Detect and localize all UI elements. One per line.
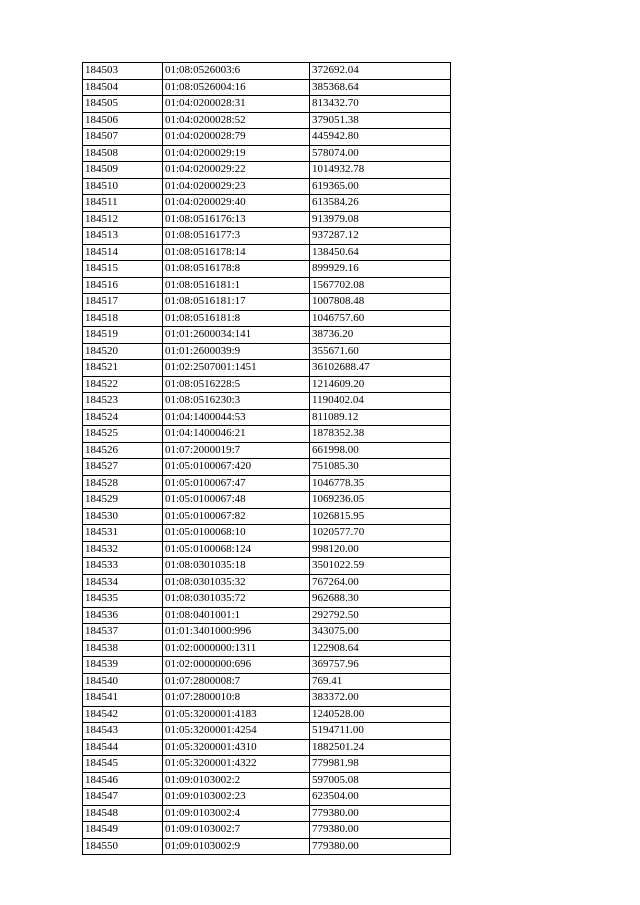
row-id-cell: 184509 — [83, 162, 163, 179]
cadastral-number-cell: 01:04:0200029:19 — [163, 145, 310, 162]
table-row — [83, 508, 451, 525]
table-row — [83, 822, 451, 839]
row-id-cell: 184530 — [83, 508, 163, 525]
table-row — [83, 706, 451, 723]
table-row — [83, 360, 451, 377]
cadastral-number-cell: 01:09:0103002:9 — [163, 838, 310, 855]
value-cell: 811089.12 — [310, 409, 451, 426]
value-cell: 769.41 — [310, 673, 451, 690]
value-cell: 623504.00 — [310, 789, 451, 806]
cadastral-number-cell: 01:08:0516178:14 — [163, 244, 310, 261]
row-id-cell: 184517 — [83, 294, 163, 311]
row-id-cell: 184528 — [83, 475, 163, 492]
value-cell: 5194711.00 — [310, 723, 451, 740]
value-cell: 383372.00 — [310, 690, 451, 707]
table-row — [83, 640, 451, 657]
value-cell: 369757.96 — [310, 657, 451, 674]
value-cell: 1882501.24 — [310, 739, 451, 756]
table-row — [83, 607, 451, 624]
table-row — [83, 657, 451, 674]
row-id-cell: 184545 — [83, 756, 163, 773]
row-id-cell: 184536 — [83, 607, 163, 624]
cadastral-number-cell: 01:05:0100067:82 — [163, 508, 310, 525]
cadastral-number-cell: 01:05:3200001:4254 — [163, 723, 310, 740]
row-id-cell: 184508 — [83, 145, 163, 162]
table-row — [83, 591, 451, 608]
cadastral-number-cell: 01:08:0301035:72 — [163, 591, 310, 608]
row-id-cell: 184524 — [83, 409, 163, 426]
value-cell: 372692.04 — [310, 63, 451, 80]
row-id-cell: 184533 — [83, 558, 163, 575]
value-cell: 1007808.48 — [310, 294, 451, 311]
row-id-cell: 184504 — [83, 79, 163, 96]
row-id-cell: 184512 — [83, 211, 163, 228]
table-row — [83, 739, 451, 756]
cadastral-number-cell: 01:08:0401001:1 — [163, 607, 310, 624]
row-id-cell: 184542 — [83, 706, 163, 723]
data-table — [82, 62, 451, 855]
cadastral-number-cell: 01:04:0200028:31 — [163, 96, 310, 113]
table-row — [83, 690, 451, 707]
table-row — [83, 261, 451, 278]
table-row — [83, 376, 451, 393]
table-row — [83, 195, 451, 212]
row-id-cell: 184550 — [83, 838, 163, 855]
cadastral-number-cell: 01:04:0200028:52 — [163, 112, 310, 129]
row-id-cell: 184535 — [83, 591, 163, 608]
value-cell: 36102688.47 — [310, 360, 451, 377]
row-id-cell: 184539 — [83, 657, 163, 674]
value-cell: 779380.00 — [310, 822, 451, 839]
row-id-cell: 184516 — [83, 277, 163, 294]
value-cell: 445942.80 — [310, 129, 451, 146]
value-cell: 1014932.78 — [310, 162, 451, 179]
cadastral-number-cell: 01:09:0103002:4 — [163, 805, 310, 822]
table-row — [83, 492, 451, 509]
cadastral-number-cell: 01:04:0200029:40 — [163, 195, 310, 212]
value-cell: 1046757.60 — [310, 310, 451, 327]
table-row — [83, 96, 451, 113]
table-row — [83, 525, 451, 542]
cadastral-number-cell: 01:05:0100067:47 — [163, 475, 310, 492]
table-row — [83, 442, 451, 459]
value-cell: 937287.12 — [310, 228, 451, 245]
row-id-cell: 184514 — [83, 244, 163, 261]
table-row — [83, 409, 451, 426]
table-row — [83, 129, 451, 146]
cadastral-number-cell: 01:08:0516181:17 — [163, 294, 310, 311]
row-id-cell: 184548 — [83, 805, 163, 822]
value-cell: 767264.00 — [310, 574, 451, 591]
cadastral-number-cell: 01:08:0526003:6 — [163, 63, 310, 80]
value-cell: 779380.00 — [310, 805, 451, 822]
value-cell: 1214609.20 — [310, 376, 451, 393]
table-row — [83, 294, 451, 311]
table-row — [83, 327, 451, 344]
cadastral-number-cell: 01:04:0200028:79 — [163, 129, 310, 146]
row-id-cell: 184505 — [83, 96, 163, 113]
value-cell: 751085.30 — [310, 459, 451, 476]
cadastral-number-cell: 01:08:0516177:3 — [163, 228, 310, 245]
row-id-cell: 184540 — [83, 673, 163, 690]
value-cell: 1240528.00 — [310, 706, 451, 723]
cadastral-number-cell: 01:04:0200029:23 — [163, 178, 310, 195]
table-row — [83, 162, 451, 179]
table-row — [83, 459, 451, 476]
value-cell: 661998.00 — [310, 442, 451, 459]
value-cell: 779380.00 — [310, 838, 451, 855]
table-row — [83, 838, 451, 855]
cadastral-number-cell: 01:01:2600034:141 — [163, 327, 310, 344]
cadastral-number-cell: 01:05:3200001:4322 — [163, 756, 310, 773]
row-id-cell: 184519 — [83, 327, 163, 344]
table-row — [83, 426, 451, 443]
table-row — [83, 805, 451, 822]
value-cell: 138450.64 — [310, 244, 451, 261]
row-id-cell: 184506 — [83, 112, 163, 129]
table-row — [83, 145, 451, 162]
cadastral-number-cell: 01:05:0100067:48 — [163, 492, 310, 509]
cadastral-number-cell: 01:08:0516181:1 — [163, 277, 310, 294]
row-id-cell: 184537 — [83, 624, 163, 641]
table-row — [83, 112, 451, 129]
value-cell: 578074.00 — [310, 145, 451, 162]
cadastral-number-cell: 01:08:0516228:5 — [163, 376, 310, 393]
value-cell: 343075.00 — [310, 624, 451, 641]
table-row — [83, 343, 451, 360]
value-cell: 913979.08 — [310, 211, 451, 228]
table-row — [83, 228, 451, 245]
cadastral-number-cell: 01:09:0103002:2 — [163, 772, 310, 789]
table-row — [83, 393, 451, 410]
row-id-cell: 184520 — [83, 343, 163, 360]
row-id-cell: 184526 — [83, 442, 163, 459]
row-id-cell: 184547 — [83, 789, 163, 806]
value-cell: 1026815.95 — [310, 508, 451, 525]
value-cell: 3501022.59 — [310, 558, 451, 575]
value-cell: 899929.16 — [310, 261, 451, 278]
value-cell: 292792.50 — [310, 607, 451, 624]
value-cell: 355671.60 — [310, 343, 451, 360]
value-cell: 38736.20 — [310, 327, 451, 344]
cadastral-number-cell: 01:01:3401000:996 — [163, 624, 310, 641]
value-cell: 1069236.05 — [310, 492, 451, 509]
value-cell: 1878352.38 — [310, 426, 451, 443]
cadastral-number-cell: 01:04:1400046:21 — [163, 426, 310, 443]
cadastral-number-cell: 01:05:3200001:4183 — [163, 706, 310, 723]
row-id-cell: 184510 — [83, 178, 163, 195]
value-cell: 597005.08 — [310, 772, 451, 789]
row-id-cell: 184503 — [83, 63, 163, 80]
row-id-cell: 184532 — [83, 541, 163, 558]
table-row — [83, 541, 451, 558]
cadastral-number-cell: 01:02:0000000:696 — [163, 657, 310, 674]
cadastral-number-cell: 01:09:0103002:7 — [163, 822, 310, 839]
cadastral-number-cell: 01:05:3200001:4310 — [163, 739, 310, 756]
cadastral-number-cell: 01:08:0301035:18 — [163, 558, 310, 575]
cadastral-number-cell: 01:07:2800010:8 — [163, 690, 310, 707]
value-cell: 962688.30 — [310, 591, 451, 608]
row-id-cell: 184525 — [83, 426, 163, 443]
value-cell: 385368.64 — [310, 79, 451, 96]
cadastral-number-cell: 01:08:0516181:8 — [163, 310, 310, 327]
row-id-cell: 184527 — [83, 459, 163, 476]
value-cell: 379051.38 — [310, 112, 451, 129]
row-id-cell: 184507 — [83, 129, 163, 146]
table-row — [83, 756, 451, 773]
table-row — [83, 558, 451, 575]
row-id-cell: 184541 — [83, 690, 163, 707]
table-row — [83, 789, 451, 806]
cadastral-number-cell: 01:08:0526004:16 — [163, 79, 310, 96]
row-id-cell: 184523 — [83, 393, 163, 410]
value-cell: 1020577.70 — [310, 525, 451, 542]
row-id-cell: 184538 — [83, 640, 163, 657]
value-cell: 1567702.08 — [310, 277, 451, 294]
table-row — [83, 63, 451, 80]
table-row — [83, 244, 451, 261]
row-id-cell: 184534 — [83, 574, 163, 591]
row-id-cell: 184544 — [83, 739, 163, 756]
cadastral-number-cell: 01:05:0100068:124 — [163, 541, 310, 558]
cadastral-number-cell: 01:08:0301035:32 — [163, 574, 310, 591]
value-cell: 1046778.35 — [310, 475, 451, 492]
row-id-cell: 184518 — [83, 310, 163, 327]
cadastral-number-cell: 01:04:1400044:53 — [163, 409, 310, 426]
cadastral-number-cell: 01:04:0200029:22 — [163, 162, 310, 179]
row-id-cell: 184546 — [83, 772, 163, 789]
value-cell: 813432.70 — [310, 96, 451, 113]
cadastral-number-cell: 01:08:0516176:13 — [163, 211, 310, 228]
table-row — [83, 574, 451, 591]
cadastral-number-cell: 01:02:2507001:1451 — [163, 360, 310, 377]
cadastral-number-cell: 01:09:0103002:23 — [163, 789, 310, 806]
value-cell: 1190402.04 — [310, 393, 451, 410]
cadastral-number-cell: 01:05:0100068:10 — [163, 525, 310, 542]
table-row — [83, 310, 451, 327]
value-cell: 122908.64 — [310, 640, 451, 657]
cadastral-number-cell: 01:05:0100067:420 — [163, 459, 310, 476]
table-row — [83, 277, 451, 294]
cadastral-number-cell: 01:07:2800008:7 — [163, 673, 310, 690]
cadastral-number-cell: 01:01:2600039:9 — [163, 343, 310, 360]
row-id-cell: 184522 — [83, 376, 163, 393]
table-row — [83, 211, 451, 228]
row-id-cell: 184543 — [83, 723, 163, 740]
table-row — [83, 723, 451, 740]
value-cell: 619365.00 — [310, 178, 451, 195]
value-cell: 998120.00 — [310, 541, 451, 558]
table-row — [83, 475, 451, 492]
table-row — [83, 624, 451, 641]
table-row — [83, 772, 451, 789]
row-id-cell: 184513 — [83, 228, 163, 245]
table-body — [83, 63, 451, 855]
row-id-cell: 184515 — [83, 261, 163, 278]
row-id-cell: 184549 — [83, 822, 163, 839]
value-cell: 779981.98 — [310, 756, 451, 773]
cadastral-number-cell: 01:02:0000000:1311 — [163, 640, 310, 657]
table-row — [83, 178, 451, 195]
table-row — [83, 79, 451, 96]
row-id-cell: 184529 — [83, 492, 163, 509]
row-id-cell: 184511 — [83, 195, 163, 212]
table-row — [83, 673, 451, 690]
row-id-cell: 184521 — [83, 360, 163, 377]
value-cell: 613584.26 — [310, 195, 451, 212]
cadastral-number-cell: 01:07:2000019:7 — [163, 442, 310, 459]
cadastral-number-cell: 01:08:0516178:8 — [163, 261, 310, 278]
row-id-cell: 184531 — [83, 525, 163, 542]
cadastral-number-cell: 01:08:0516230:3 — [163, 393, 310, 410]
